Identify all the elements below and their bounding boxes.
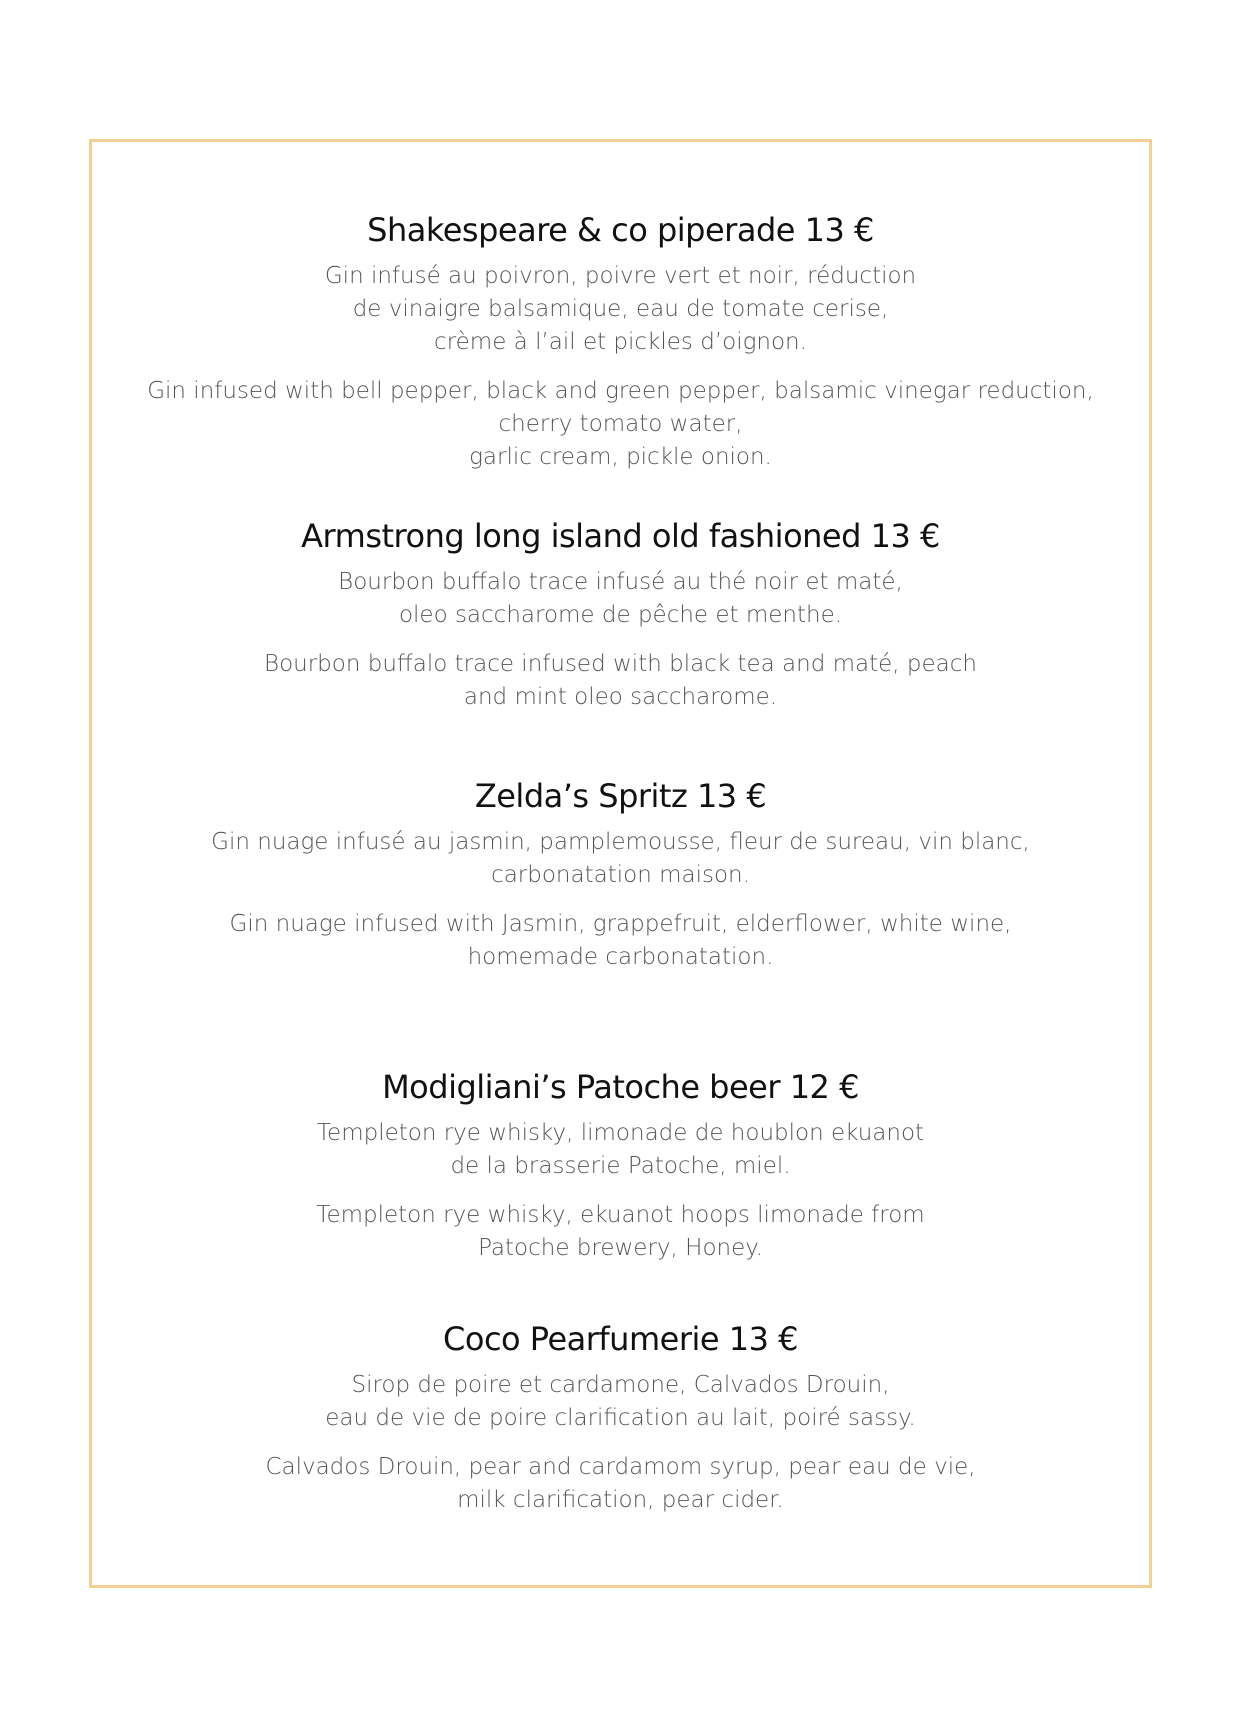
menu-item-description-en: Gin nuage infused with Jasmin, grappefruit, elderflower, white wine, homemade carbonatation.: [229, 911, 1012, 970]
menu-item: [92, 1067, 1149, 1265]
menu-item-description-fr: Templeton rye whisky, limonade de houblon ekuanot de la brasserie Patoche, miel.: [316, 1120, 925, 1179]
menu-item-title: Armstrong long island old fashioned 13 €: [301, 517, 940, 555]
menu-item-title: Shakespeare & co piperade 13 €: [367, 211, 874, 249]
menu-item-description-fr: Bourbon buffalo trace infusé au thé noir et maté, oleo saccharome de pêche et menthe.: [338, 569, 903, 628]
menu-item: [92, 776, 1149, 974]
menu-item-title: Zelda’s Spritz 13 €: [474, 777, 767, 815]
menu-item-title: Modigliani’s Patoche beer 12 €: [382, 1068, 859, 1106]
menu-item: [92, 1319, 1149, 1517]
menu-item: [92, 210, 1149, 474]
menu-item-title: Coco Pearfumerie 13 €: [443, 1320, 798, 1358]
menu-item-description-en: Templeton rye whisky, ekuanot hoops limonade from Patoche brewery, Honey.: [316, 1202, 925, 1261]
menu-item-description-fr: Gin infusé au poivron, poivre vert et noir, réduction de vinaigre balsamique, eau de tomate cerise, crème à l’ail et pickles d’oignon.: [324, 263, 917, 355]
menu-item-description-fr: Sirop de poire et cardamone, Calvados Drouin, eau de vie de poire clarification au lait, poiré sassy.: [325, 1372, 916, 1431]
menu-item-description-en: Gin infused with bell pepper, black and green pepper, balsamic vinegar reduction, cherry tomato water, garlic cream, pickle onion.: [147, 378, 1094, 470]
menu-item: [92, 516, 1149, 714]
menu-item-description-fr: Gin nuage infusé au jasmin, pamplemousse, fleur de sureau, vin blanc, carbonatation maison.: [211, 829, 1030, 888]
menu-item-description-en: Bourbon buffalo trace infused with black tea and maté, peach and mint oleo saccharome.: [264, 651, 977, 710]
menu-frame: [89, 139, 1152, 1588]
menu-item-description-en: Calvados Drouin, pear and cardamom syrup, pear eau de vie, milk clarification, pear cider.: [265, 1454, 976, 1513]
